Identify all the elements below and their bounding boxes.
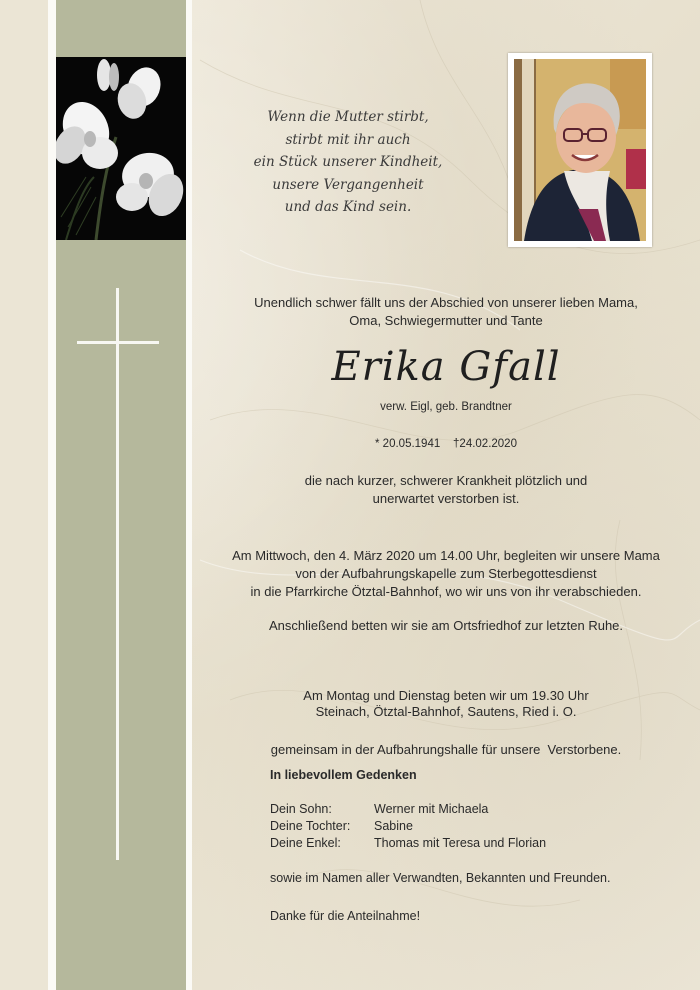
burial-note: Anschließend betten wir sie am Ortsfriedhof zur letzten Ruhe. [268, 618, 624, 633]
deceased-name: Erika Gfall [331, 344, 561, 390]
places: Steinach, Ötztal-Bahnhof, Sautens, Ried i. O. [315, 704, 577, 719]
funeral-details [192, 547, 700, 601]
death-note-line: unerwartet verstorben ist. [372, 491, 520, 506]
memorial-quote [248, 106, 448, 219]
death-note-line: die nach kurzer, schwerer Krankheit plötzlich und [304, 473, 588, 488]
funeral-line: in die Pfarrkirche Ötztal-Bahnhof, wo wir uns von ihr verabschieden. [250, 584, 642, 599]
quote-line: Wenn die Mutter stirbt, [267, 109, 429, 125]
quote-line: und das Kind sein. [284, 199, 412, 215]
thanks-note: Danke für die Anteilnahme! [270, 909, 421, 923]
others-note: sowie im Namen aller Verwandten, Bekannten und Freunden. [270, 871, 611, 885]
left-white-stripe [48, 0, 56, 990]
quote-line: unsere Vergangenheit [272, 176, 424, 193]
life-dates: * 20.05.1941 †24.02.2020 [375, 438, 517, 450]
death-note [192, 472, 700, 508]
mourner-names: Werner mit Michaela [374, 802, 489, 816]
mourner-row [270, 801, 546, 818]
cross-vertical-bar [116, 288, 119, 860]
intro-text [192, 294, 700, 330]
cross-horizontal-bar [77, 341, 159, 344]
intro-line: Unendlich schwer fällt uns der Abschied von unserer lieben Mama, [254, 295, 638, 310]
gladiolus-flower-image [56, 57, 186, 240]
mourner-row [270, 835, 546, 852]
funeral-line: von der Aufbahrungskapelle zum Sterbegottesdienst [295, 566, 597, 581]
quote-line: stirbt mit ihr auch [285, 131, 411, 148]
maiden-name: verw. Eigl, geb. Brandtner [380, 401, 512, 413]
mourner-relation: Dein Sohn: [270, 802, 332, 816]
intro-line: Oma, Schwiegermutter und Tante [349, 313, 543, 328]
mourners-heading: In liebevollem Gedenken [270, 768, 417, 782]
prayer-line: Am Montag und Dienstag beten wir um 19.30 Uhr [303, 688, 589, 703]
funeral-line: Am Mittwoch, den 4. März 2020 um 14.00 Uhr, begleiten wir unsere Mama [232, 548, 660, 563]
prayer-line: gemeinsam in der Aufbahrungshalle für unsere Verstorbene. [270, 742, 622, 757]
mourner-names: Sabine [374, 819, 413, 833]
quote-line: ein Stück unserer Kindheit, [253, 154, 443, 170]
portrait-photo [514, 59, 646, 241]
mourners-list [270, 801, 546, 852]
mourner-row [270, 818, 546, 835]
mourner-relation: Deine Enkel: [270, 836, 341, 850]
mourner-relation: Deine Tochter: [270, 819, 351, 833]
mourner-names: Thomas mit Teresa und Florian [374, 836, 547, 850]
portrait-frame [508, 53, 652, 247]
